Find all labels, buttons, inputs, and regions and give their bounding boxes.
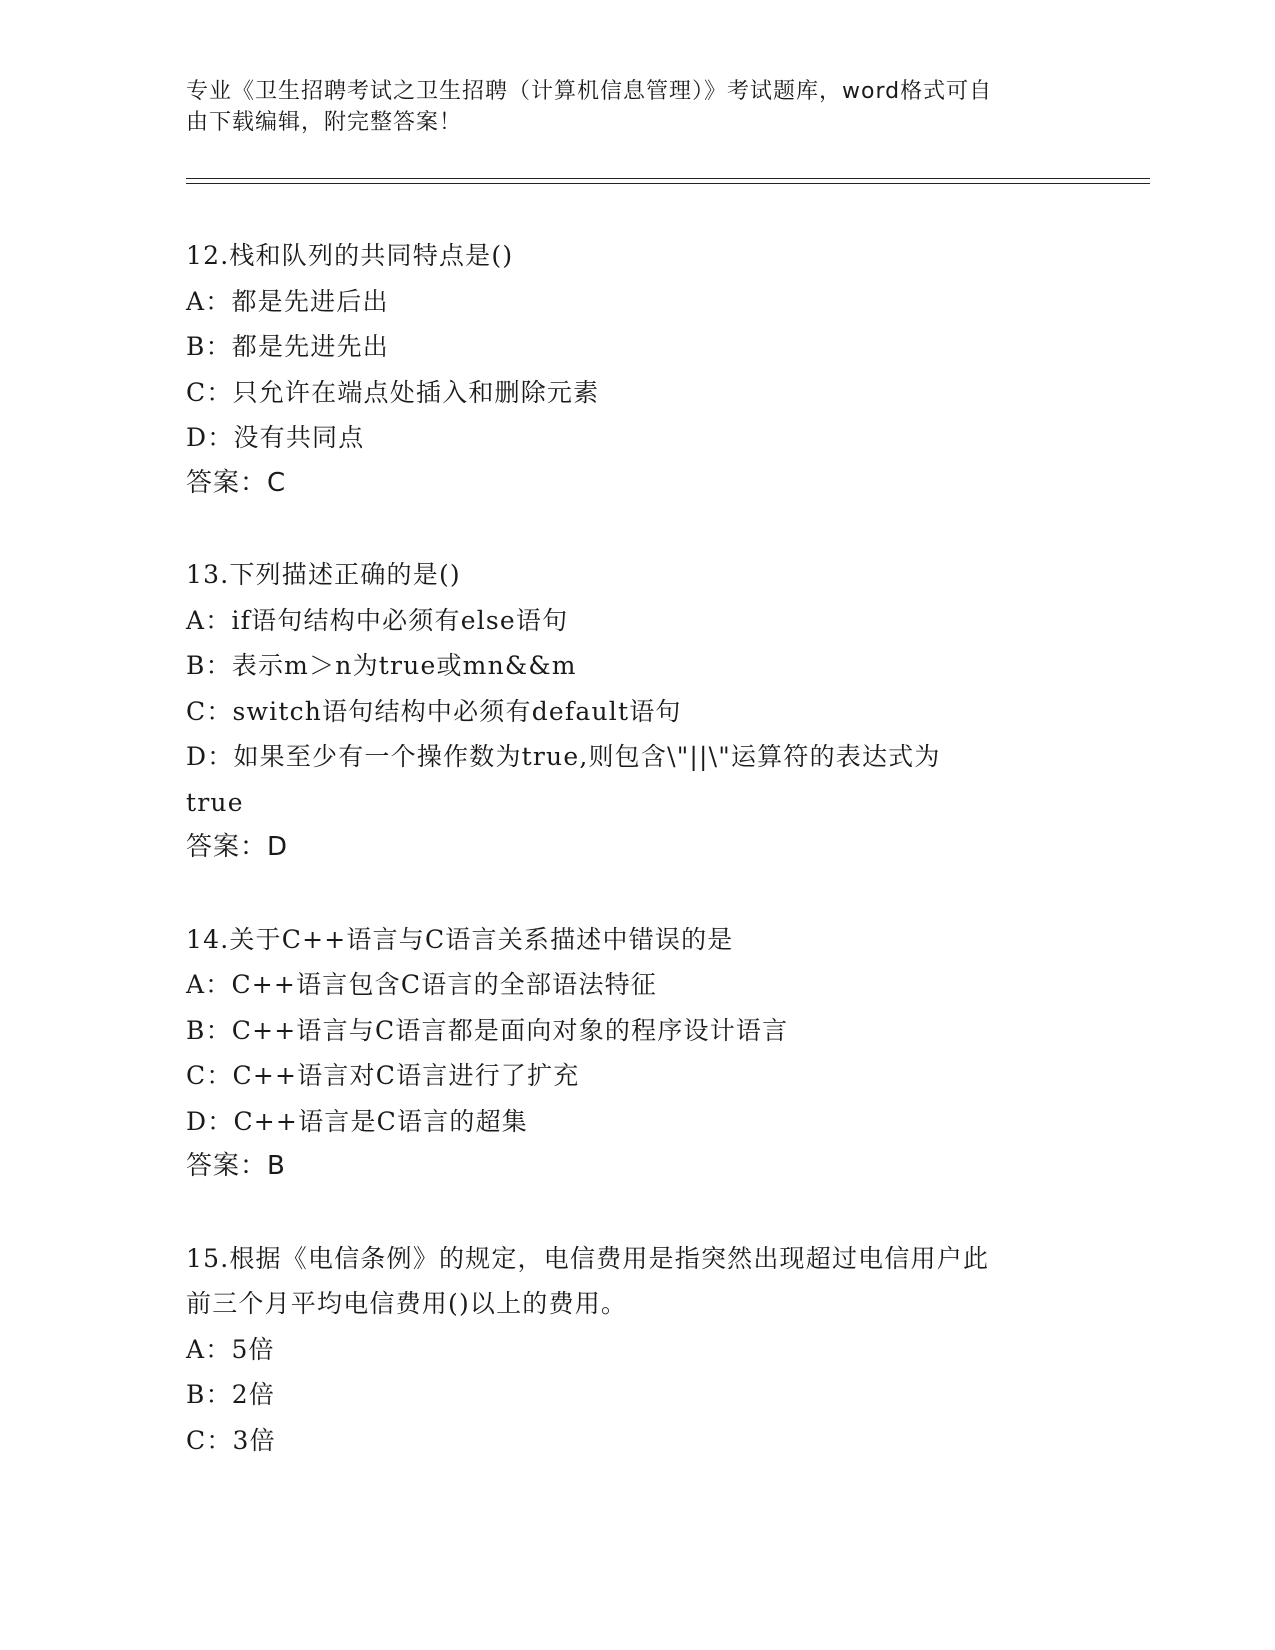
document-header [186, 76, 1086, 138]
option-a: A：5倍 [186, 1334, 275, 1364]
question-stem: 15.根据《电信条例》的规定，电信费用是指突然出现超过电信用户此 [186, 1243, 990, 1273]
question-14 [186, 917, 1086, 1190]
option-b: B：2倍 [186, 1380, 276, 1409]
question-stem-continued: 前三个月平均电信费用()以上的费用。 [186, 1289, 628, 1318]
option-c: C：switch语句结构中必须有default语句 [186, 696, 682, 726]
question-list [186, 233, 1086, 1509]
option-a: A：C++语言包含C语言的全部语法特征 [186, 970, 658, 999]
option-b: B：都是先进先出 [186, 332, 389, 361]
option-a: A：都是先进后出 [186, 286, 389, 316]
header-line-2: 由下载编辑，附完整答案！ [186, 110, 463, 135]
question-13 [186, 552, 1086, 871]
header-line-1: 专业《卫生招聘考试之卫生招聘（计算机信息管理）》考试题库，word格式可自 [186, 79, 993, 104]
option-b: B：C++语言与C语言都是面向对象的程序设计语言 [186, 1015, 789, 1045]
option-c: C：C++语言对C语言进行了扩充 [186, 1061, 580, 1090]
option-d: D：没有共同点 [186, 423, 365, 452]
answer-key: 答案：D [186, 832, 289, 862]
question-stem: 13.下列描述正确的是() [186, 560, 461, 589]
option-d-continued: true [186, 787, 244, 817]
option-b: B：表示m＞n为true或mn&&m [186, 651, 577, 680]
option-c: C：只允许在端点处插入和删除元素 [186, 377, 600, 407]
question-12 [186, 233, 1086, 506]
option-a: A：if语句结构中必须有else语句 [186, 605, 569, 635]
question-stem: 14.关于C++语言与C语言关系描述中错误的是 [186, 924, 734, 954]
header-rule-bottom [186, 183, 1150, 184]
option-d: D：C++语言是C语言的超集 [186, 1106, 528, 1136]
question-15 [186, 1236, 1086, 1464]
option-c: C：3倍 [186, 1425, 276, 1455]
option-d: D：如果至少有一个操作数为true,则包含\"||\"运算符的表达式为 [186, 742, 941, 771]
answer-key: 答案：C [186, 467, 287, 498]
header-rule-top [186, 178, 1150, 179]
answer-key: 答案：B [186, 1151, 286, 1181]
question-stem: 12.栈和队列的共同特点是() [186, 241, 514, 270]
